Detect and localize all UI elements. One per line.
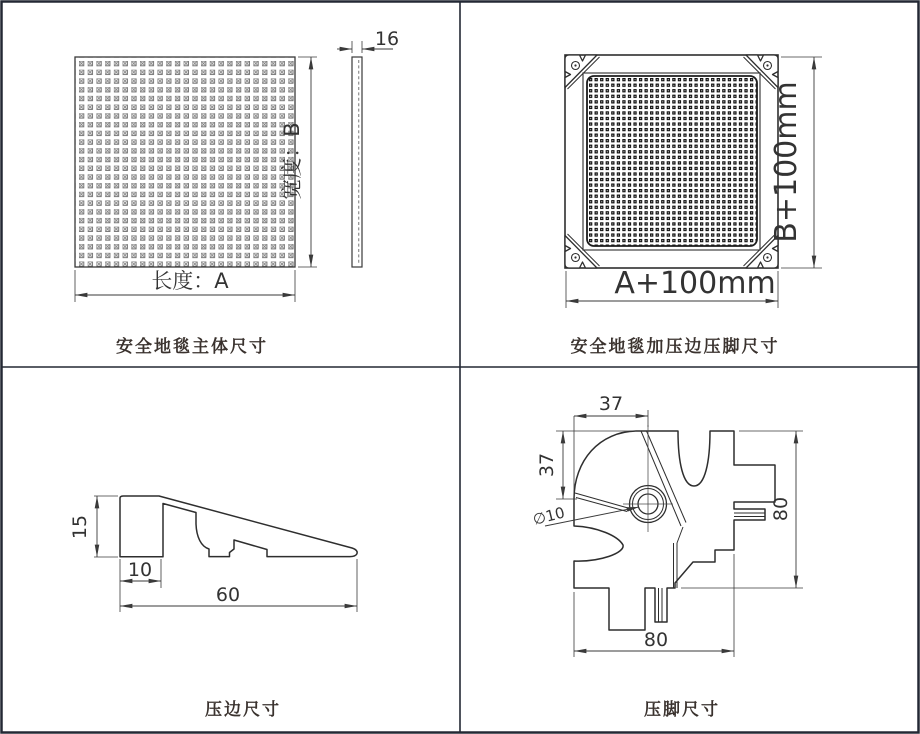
screw-hole: [623, 425, 673, 532]
dim-length-a: [75, 269, 295, 302]
profile-total-label: 60: [215, 584, 241, 606]
width-label: 宽度：B: [280, 122, 304, 200]
foot-bottom-label: 80: [643, 629, 669, 651]
caption-mat-body: 安全地毯主体尺寸: [116, 337, 268, 357]
panel-edge-profile: [69, 496, 357, 720]
edge-profile-outline: [120, 496, 357, 557]
length-label: 长度：A: [151, 269, 229, 293]
dim-b-plus-100: [769, 57, 822, 268]
dim-profile-front: [120, 559, 161, 612]
caption-edge-profile: 压边尺寸: [205, 700, 281, 720]
dim-thickness: [337, 28, 399, 53]
dim-profile-height: [69, 496, 118, 557]
profile-front-label: 10: [127, 559, 153, 581]
dim-a-plus-100: [566, 266, 778, 308]
dim-foot-bottom: [574, 554, 734, 657]
dim-profile-total: [120, 559, 357, 612]
panel-mat-assembled: [565, 55, 822, 357]
corner-foot-interior-lines: [575, 431, 765, 622]
assembled-length-label: A+100mm: [614, 266, 776, 301]
panel-mat-body: [75, 28, 399, 357]
foot-top-label: 37: [598, 393, 624, 415]
assembled-width-label: B+100mm: [769, 81, 804, 243]
hole-dia-label: ∅10: [531, 503, 567, 529]
foot-left-label: 37: [536, 452, 558, 478]
caption-mat-assembled: 安全地毯加压边压脚尺寸: [570, 337, 780, 357]
mat-body-side-view: [352, 57, 362, 267]
mat-body-plan-view: [75, 57, 295, 267]
profile-height-label: 15: [69, 514, 91, 540]
mat-stud-surface: [587, 76, 757, 246]
dim-foot-left: [536, 431, 636, 499]
thickness-label: 16: [374, 28, 400, 50]
dim-hole-dia: [531, 504, 639, 529]
dim-foot-top: [574, 393, 648, 497]
corner-foot-outline: [574, 431, 775, 630]
panel-corner-foot: [531, 393, 803, 720]
foot-right-label: 80: [770, 496, 792, 522]
caption-corner-foot: 压脚尺寸: [644, 700, 720, 720]
